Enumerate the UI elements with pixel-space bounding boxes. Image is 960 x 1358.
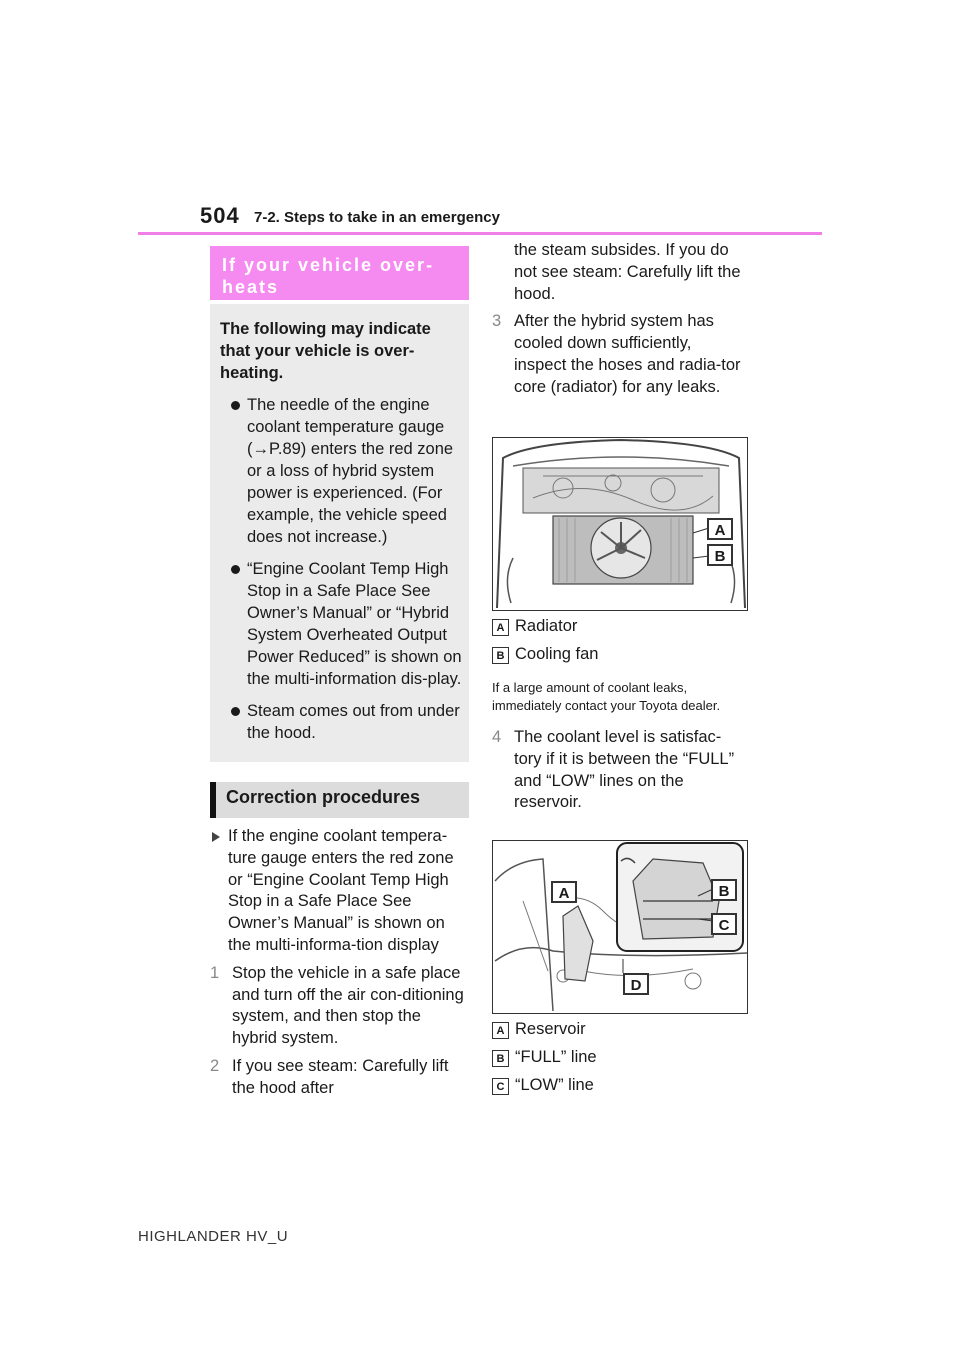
figure-label-c: C — [711, 913, 737, 935]
triangle-arrow-icon — [212, 832, 220, 842]
reservoir-illustration — [493, 841, 748, 1014]
coolant-leak-note: If a large amount of coolant leaks, immediately contact your Toyota dealer. — [492, 680, 721, 713]
overheat-info-box — [210, 304, 469, 762]
header-rule — [138, 232, 822, 235]
overheat-bullet: The needle of the engine coolant temperature gauge (→P.89) enters the red zone or a loss of hybrid system power is experienced. (For example, the vehicle speed does not increase.) — [220, 394, 465, 548]
step-2-continued: the steam subsides. If you do not see steam: Carefully lift the hood. — [514, 241, 741, 303]
page-number: 504 — [200, 203, 240, 228]
legend-item: A Radiator — [492, 617, 748, 645]
figure-label-d: D — [623, 973, 649, 995]
figure-label-b: B — [711, 879, 737, 901]
legend-item: A Reservoir — [492, 1020, 748, 1048]
section-title: 7-2. Steps to take in an emergency — [254, 209, 500, 226]
figure2-legend — [492, 1020, 748, 1104]
correction-heading-box — [210, 782, 469, 818]
bullet-dot-icon — [231, 707, 240, 716]
procedure-left-column — [210, 826, 470, 1100]
overheat-bullet: “Engine Coolant Temp High Stop in a Safe Place See Owner’s Manual” or “Hybrid System Overheated Output Power Reduced” is shown on the multi-information dis-play. — [220, 558, 465, 690]
figure-label-a: A — [551, 881, 577, 903]
engine-bay-figure-radiator — [492, 437, 748, 611]
bullet-dot-icon — [231, 565, 240, 574]
legend-item: C “LOW” line — [492, 1076, 748, 1104]
procedure-right-column — [492, 240, 748, 399]
step-2: 2 If you see steam: Carefully lift the hood after — [210, 1056, 449, 1097]
overheat-heading: If your vehicle over-heats — [222, 255, 435, 297]
figure1-legend — [492, 617, 748, 814]
step-3: 3 After the hybrid system has cooled down sufficiently, inspect the hoses and radia-tor core (radiator) for any leaks. — [492, 312, 741, 396]
figure-label-a: A — [707, 518, 733, 540]
footer-model: HIGHLANDER HV_U — [138, 1228, 289, 1245]
step-1: 1 Stop the vehicle in a safe place and turn off the air con-ditioning system, and then stop the hybrid system. — [210, 963, 464, 1048]
overheat-lead: The following may indicate that your vehicle is over-heating. — [220, 320, 431, 382]
step-4: 4 The coolant level is satisfac-tory if it is between the “FULL” and “LOW” lines on the reservoir. — [492, 728, 735, 812]
engine-bay-figure-reservoir — [492, 840, 748, 1014]
figure-label-b: B — [707, 544, 733, 566]
legend-item: B “FULL” line — [492, 1048, 748, 1076]
legend-item: B Cooling fan — [492, 645, 748, 673]
bullet-dot-icon — [231, 401, 240, 410]
procedure-condition: If the engine coolant tempera-ture gauge enters the red zone or “Engine Coolant Temp High Stop in a Safe Place See Owner’s Manual” is shown on the multi-informa-tion display — [210, 826, 470, 957]
overheat-bullet: Steam comes out from under the hood. — [220, 700, 465, 744]
correction-heading: Correction procedures — [226, 787, 421, 807]
overheat-heading-box — [210, 246, 469, 300]
